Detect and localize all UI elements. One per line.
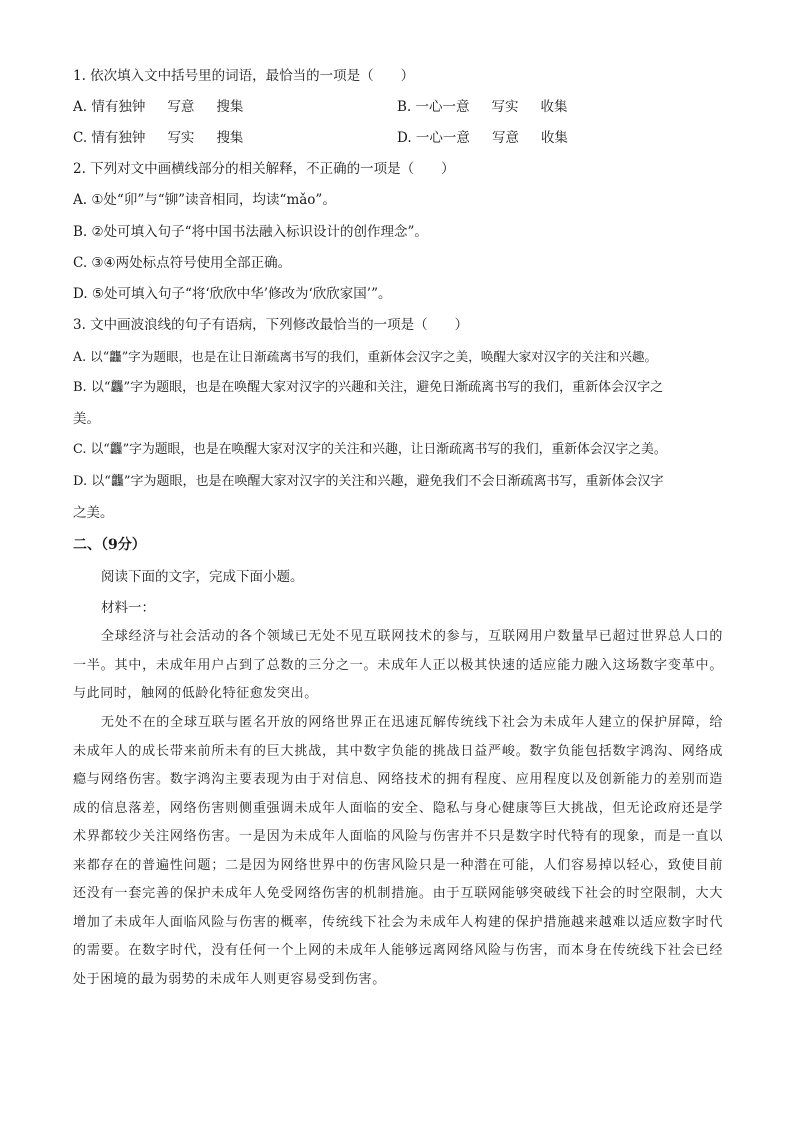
q1-option-d-word2: 写意	[491, 130, 519, 146]
q1-option-c-word1: C. 情有独钟	[73, 130, 146, 146]
q1-option-c-word3: 搜集	[216, 130, 244, 146]
material-paragraph-2: 无处不在的全球互联与匿名开放的网络世界正在迅速瓦解传统线下社会为未成年人建立的保护屏障，给未成年人的成长带来前所未有的巨大挑战，其中数字负能的挑战日益严峻。数字负能包括数字鸿沟、网络成瘾与网络伤害。数字鸿沟主要表现为由于对信息、网络技术的拥有程度、应用程度以及创新能力的差别而造成的信息落差，网络伤害则侧重强调未成年人面临的安全、隐私与身心健康等巨大挑战，但无论政府还是学术界都较少关注网络伤害。一是因为未成年人面临的风险与伤害并不只是数字时代特有的现象，而是一直以来都存在的普遍性问题；二是因为网络世界中的伤害风险只是一种潜在可能，人们容易掉以轻心，致使目前还没有一套完善的保护未成年人免受网络伤害的机制措施。由于互联网能够突破线下社会的时空限制，大大增加了未成年人面临风险与伤害的概率，传统线下社会为未成年人构建的保护措施越来越难以适应数字时代的需要。在数字时代，没有任何一个上网的未成年人能够远离网络风险与伤害，而本身在传统线下社会已经处于困境的最为弱势的未成年人则更容易受到伤害。	[73, 715, 723, 987]
q1-option-c	[73, 128, 243, 148]
q2-option-b: B. ②处可填入句子“将中国书法融入标识设计的创作理念”。	[73, 224, 428, 240]
q1-option-a-word3: 搜集	[216, 99, 244, 115]
q3-option-a: A. 以“龘”字为题眼，也是在让日渐疏离书写的我们，重新体会汉字之美，唤醒大家对汉字的关注和兴趣。	[73, 349, 658, 364]
material-label: 材料一：	[101, 600, 155, 616]
q1-option-a-word1: A. 情有独钟	[73, 99, 146, 115]
q1-option-a-word2: 写意	[167, 99, 195, 115]
q1-option-c-word2: 写实	[167, 130, 195, 146]
q1-option-b	[397, 97, 568, 117]
q3-option-d-line2: 之美。	[73, 505, 114, 521]
q3-option-c: C. 以“龘”字为题眼，也是在唤醒大家对汉字的关注和兴趣，让日渐疏离书写的我们，重新体会汉字之美。	[73, 442, 667, 457]
material-paragraph-1: 全球经济与社会活动的各个领域已无处不见互联网技术的参与，互联网用户数量早已超过世界总人口的一半。其中，未成年用户占到了总数的三分之一。未成年人正以极其快速的适应能力融入这场数字变革中。与此同时，触网的低龄化特征愈发突出。	[73, 629, 723, 701]
q3-option-b-line2: 美。	[73, 411, 100, 427]
q1-stem: 1. 依次填入文中括号里的词语，最恰当的一项是（ ）	[73, 68, 415, 84]
q1-option-d	[397, 128, 568, 148]
q1-option-d-word1: D. 一心一意	[397, 130, 470, 146]
q3-option-b-line1: B. 以“龘”字为题眼，也是在唤醒大家对汉字的兴趣和关注，避免日渐疏离书写的我们，重新体会汉字之	[73, 380, 664, 395]
reading-instruction: 阅读下面的文字，完成下面小题。	[101, 569, 304, 585]
q1-option-a	[73, 97, 243, 117]
q2-stem: 2. 下列对文中画横线部分的相关解释，不正确的一项是（ ）	[73, 161, 455, 177]
q1-option-b-word3: 收集	[540, 99, 568, 115]
q3-option-d-line1: D. 以“龘”字为题眼，也是在唤醒大家对汉字的关注和兴趣，避免我们不会日渐疏离书写，重新体会汉字	[73, 474, 664, 489]
q3-stem: 3. 文中画波浪线的句子有语病，下列修改最恰当的一项是（ ）	[73, 317, 469, 333]
q1-option-b-word2: 写实	[491, 99, 519, 115]
q2-option-a: A. ①处“卯”与“铆”读音相同，均读“mǎo”。	[73, 192, 336, 208]
q1-option-b-word1: B. 一心一意	[397, 99, 470, 115]
q1-option-d-word3: 收集	[540, 130, 568, 146]
q2-option-d: D. ⑤处可填入句子“将‘欣欣中华’修改为‘欣欣家国’”。	[73, 286, 392, 302]
q2-option-c: C. ③④两处标点符号使用全部正确。	[73, 255, 292, 271]
section-heading: 二、（9分）	[73, 537, 146, 553]
